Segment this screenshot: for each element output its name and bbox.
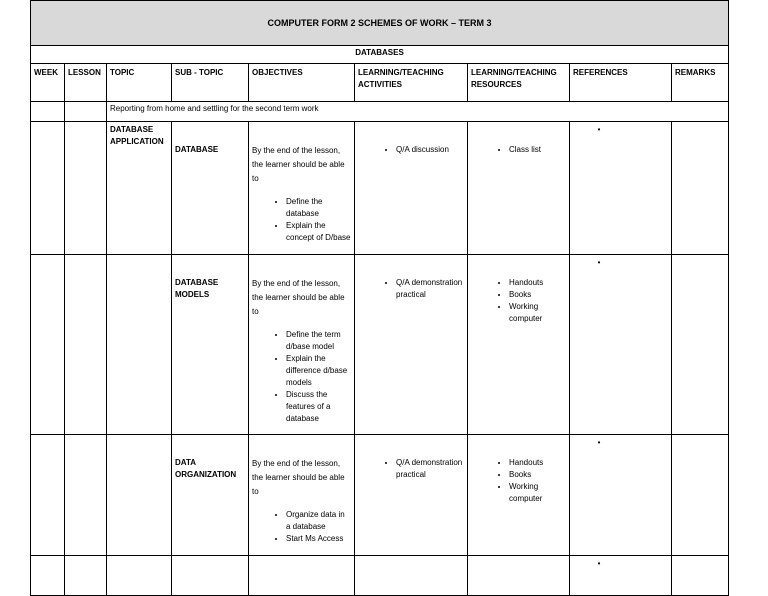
resource-item: • Books — [509, 289, 566, 301]
objective-item: • Define the database — [286, 196, 351, 220]
reference-bullet: • — [597, 438, 601, 447]
resource-item: • Handouts — [509, 457, 566, 469]
header-topic: TOPIC — [107, 64, 172, 102]
activities-cell — [355, 122, 468, 255]
reporting-row — [31, 102, 729, 122]
table-row — [31, 435, 729, 556]
topic-cell: DATABASE APPLICATION — [107, 122, 172, 255]
objective-item: • Start Ms Access — [286, 533, 351, 545]
header-references: REFERENCES — [570, 64, 672, 102]
topic-cell — [107, 435, 172, 556]
subtopic-cell: DATABASE — [172, 122, 249, 255]
resources-cell — [468, 122, 570, 255]
document-subtitle: DATABASES — [31, 46, 729, 64]
resource-item: • Working computer — [509, 481, 566, 505]
table-cell — [65, 255, 107, 435]
table-row — [31, 122, 729, 255]
header-lesson: LESSON — [65, 64, 107, 102]
reference-bullet: • — [597, 258, 601, 267]
objective-intro: By the end of the lesson, the learner should be able to — [252, 279, 345, 316]
table-cell — [65, 435, 107, 556]
table-cell — [31, 435, 65, 556]
table-cell — [65, 102, 107, 122]
objective-intro: By the end of the lesson, the learner should be able to — [252, 146, 345, 183]
references-cell — [570, 556, 672, 596]
resource-item: • Books — [509, 469, 566, 481]
objective-item: • Explain the difference d/base models — [286, 353, 351, 389]
table-cell — [65, 556, 107, 596]
header-week: WEEK — [31, 64, 65, 102]
remarks-cell — [672, 122, 729, 255]
activity-item: • Q/A demonstration practical — [396, 277, 464, 301]
references-cell — [570, 122, 672, 255]
header-resources: LEARNING/TEACHING RESOURCES — [468, 64, 570, 102]
table-cell — [468, 556, 570, 596]
resources-cell — [468, 255, 570, 435]
header-objectives: OBJECTIVES — [249, 64, 355, 102]
remarks-cell — [672, 255, 729, 435]
table-cell — [31, 102, 65, 122]
objectives-cell — [249, 435, 355, 556]
header-remarks: REMARKS — [672, 64, 729, 102]
topic-cell — [107, 255, 172, 435]
scheme-table — [30, 0, 729, 596]
objectives-cell — [249, 255, 355, 435]
objective-item: • Define the term d/base model — [286, 329, 351, 353]
objective-item: • Discuss the features of a database — [286, 389, 351, 425]
reference-bullet: • — [597, 125, 601, 134]
table-cell — [355, 556, 468, 596]
table-row — [31, 556, 729, 596]
resource-item: • Handouts — [509, 277, 566, 289]
header-row — [31, 64, 729, 102]
document-title: COMPUTER FORM 2 SCHEMES OF WORK – TERM 3 — [31, 1, 729, 46]
resource-item: • Working computer — [509, 301, 566, 325]
references-cell — [570, 435, 672, 556]
activities-cell — [355, 435, 468, 556]
remarks-cell — [672, 556, 729, 596]
subtopic-cell: DATA ORGANIZATION — [172, 435, 249, 556]
table-cell — [107, 556, 172, 596]
header-activities: LEARNING/TEACHING ACTIVITIES — [355, 64, 468, 102]
table-cell — [31, 122, 65, 255]
objective-item: • Organize data in a database — [286, 509, 351, 533]
subtopic-cell: DATABASE MODELS — [172, 255, 249, 435]
header-subtopic: SUB - TOPIC — [172, 64, 249, 102]
objectives-cell — [249, 122, 355, 255]
table-cell — [172, 556, 249, 596]
objective-intro: By the end of the lesson, the learner should be able to — [252, 459, 345, 496]
table-cell — [249, 556, 355, 596]
activities-cell — [355, 255, 468, 435]
table-cell — [31, 556, 65, 596]
resources-cell — [468, 435, 570, 556]
references-cell — [570, 255, 672, 435]
scheme-of-work-page — [30, 0, 728, 596]
remarks-cell — [672, 435, 729, 556]
reporting-note: Reporting from home and settling for the second term work — [107, 102, 729, 122]
table-cell — [31, 255, 65, 435]
table-cell — [65, 122, 107, 255]
reference-bullet: • — [597, 559, 601, 568]
table-row — [31, 255, 729, 435]
activity-item: • Q/A discussion — [396, 144, 464, 156]
objective-item: • Explain the concept of D/base — [286, 220, 351, 244]
resource-item: • Class list — [509, 144, 566, 156]
activity-item: • Q/A demonstration practical — [396, 457, 464, 481]
